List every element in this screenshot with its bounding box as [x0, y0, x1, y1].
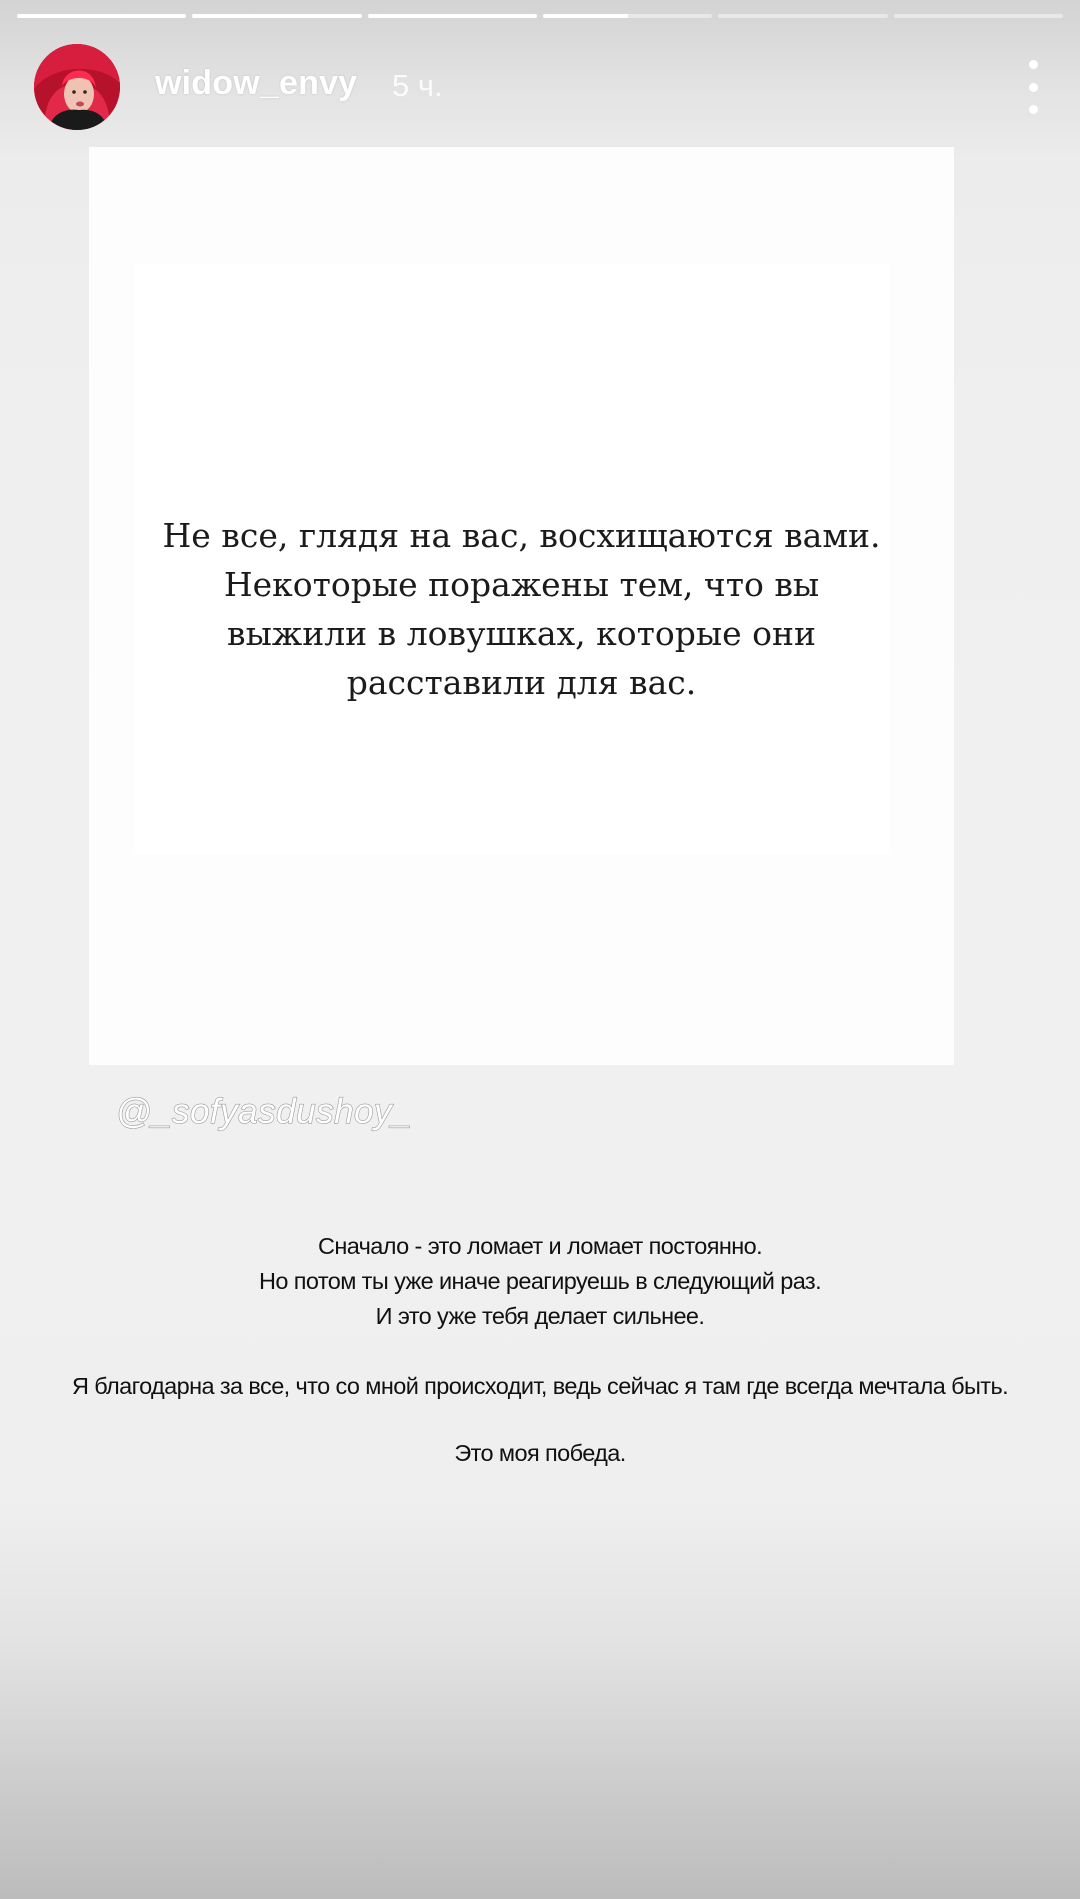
caption-line: Но потом ты уже иначе реагируешь в следующий раз. [258, 1268, 822, 1294]
mention-sticker[interactable]: @_sofyasdushoy_ [116, 1092, 412, 1131]
progress-segment [718, 14, 887, 18]
progress-segment [17, 14, 186, 18]
progress-segment [543, 14, 712, 18]
username[interactable]: widow_envy [155, 64, 358, 102]
progress-segment [192, 14, 361, 18]
caption-line: Это моя победа. [454, 1440, 626, 1466]
story-progress-bar [17, 14, 1063, 19]
post-time: 5 ч. [392, 68, 443, 103]
story-header [34, 44, 1060, 132]
quote-image [89, 147, 954, 1065]
avatar-image-icon [34, 44, 120, 130]
caption-line: И это уже тебя делает сильнее. [375, 1303, 705, 1329]
progress-segment [894, 14, 1063, 18]
caption-line: Сначало - это ломает и ломает постоянно. [317, 1233, 763, 1259]
progress-segment [368, 14, 537, 18]
caption-line: Я благодарна за все, что со мной происходит, ведь сейчас я там где всегда мечтала быть. [71, 1373, 1009, 1399]
more-vertical-icon[interactable] [1018, 60, 1048, 114]
quote-text: Не все, глядя на вас, восхищаются вами. Некоторые поражены тем, что вы выжили в ловушках, которые они расставили для вас. [162, 516, 881, 702]
avatar[interactable] [34, 44, 120, 130]
